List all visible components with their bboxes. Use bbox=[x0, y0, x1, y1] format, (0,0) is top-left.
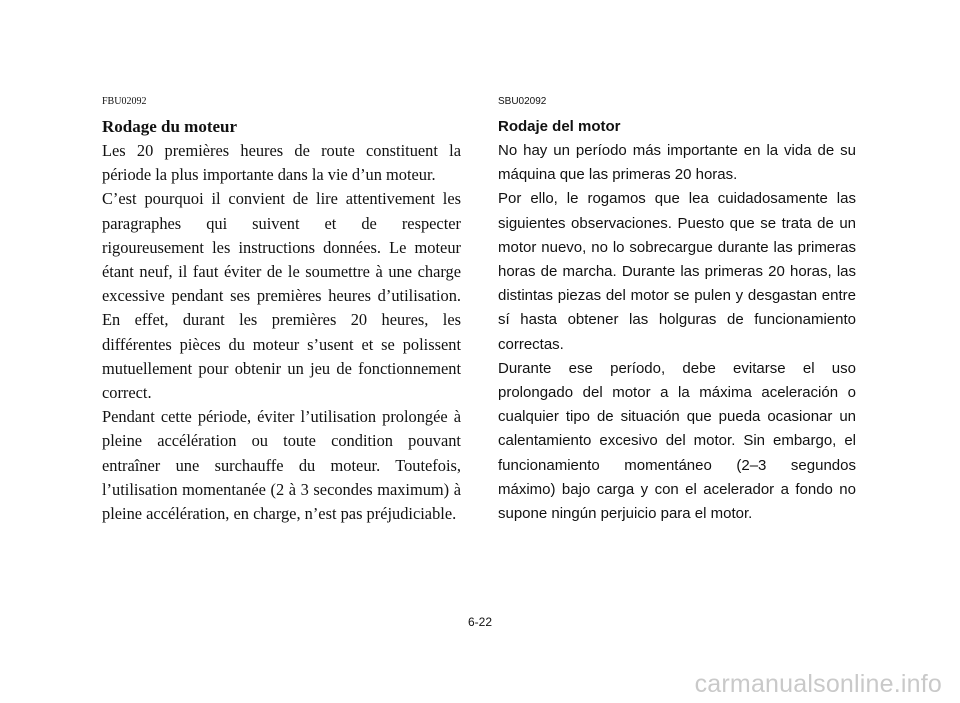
spanish-column bbox=[498, 95, 856, 526]
french-paragraph-1: Les 20 premières heures de route constituent la période la plus importante dans la vie d’un moteur. bbox=[102, 141, 461, 185]
french-section-code: FBU02092 bbox=[102, 96, 147, 107]
spanish-paragraph-3: Durante ese período, debe evitarse el uso prolongado del motor a la máxima aceleración o cualquier tipo de situación que pueda ocasionar un calentamiento excesivo del motor. Sin embargo, el funcionamiento momentáneo (2–3 segundos máximo) bajo carga y con el acelerador a fondo no supone ningún perjuicio para el motor. bbox=[498, 359, 856, 523]
french-paragraph-2: C’est pourquoi il convient de lire attentivement les paragraphes qui suivent et de respecter rigoureusement les instructions données. Le moteur étant neuf, il faut éviter de le soumettre à une charge excessive pendant ses premières heures d’utilisation. En effet, durant les premières 20 heures, les différentes pièces du moteur s’usent et se polissent mutuellement pour obtenir un jeu de fonctionnement correct. bbox=[102, 189, 461, 403]
spanish-paragraph-1: No hay un período más importante en la vida de su máquina que las primeras 20 horas. bbox=[498, 142, 856, 184]
french-section-title: Rodage du moteur bbox=[102, 117, 238, 136]
spanish-paragraph-2: Por ello, le rogamos que lea cuidadosamente las siguientes observaciones. Puesto que se trata de un motor nuevo, no lo sobrecargue durante las primeras horas de marcha. Durante las primeras 20 horas, las distintas piezas del motor se pulen y desgastan entre sí hasta obtener las holguras de funcionamiento correctas. bbox=[498, 190, 856, 353]
page-number: 6-22 bbox=[467, 615, 493, 629]
spanish-section-title: Rodaje del motor bbox=[498, 118, 621, 135]
spanish-section-code: SBU02092 bbox=[498, 96, 547, 107]
french-column bbox=[102, 95, 461, 526]
french-paragraph-3: Pendant cette période, éviter l’utilisation prolongée à pleine accélération ou toute condition pouvant entraîner une surchauffe du moteur. Toutefois, l’utilisation momentanée (2 à 3 secondes maximum) à pleine accélération, en charge, n’est pas préjudiciable. bbox=[102, 407, 461, 524]
watermark-text: carmanualsonline.info bbox=[694, 670, 942, 698]
